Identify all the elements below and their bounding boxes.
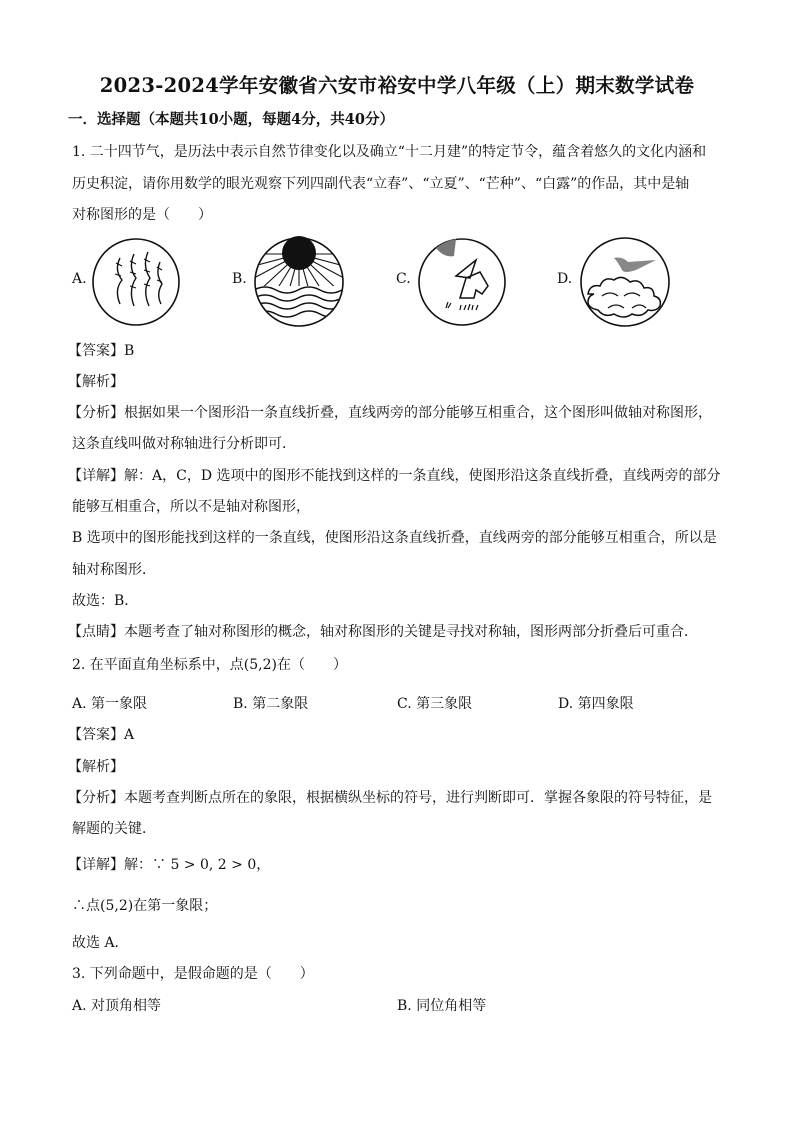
q1-answer: 【答案】B [68, 343, 135, 359]
q2-detail-line2: ∴点(5,2)在第一象限； [72, 898, 218, 914]
q1-comment: 【点睛】本题考查了轴对称图形的概念，轴对称图形的关键是寻找对称轴，图形两部分折叠后可重合． [68, 624, 698, 640]
q1-option-c-label: C. [396, 271, 411, 287]
q1-detail-line3: B 选项中的图形能找到这样的一条直线，使图形沿这条直线折叠，直线两旁的部分能够互相重合，所以是 [72, 530, 717, 546]
q1-option-d-figure [578, 234, 672, 328]
q3-stem: 3. 下列命题中，是假命题的是（ ） [72, 966, 314, 982]
q2-option-a: A. 第一象限 [72, 696, 148, 712]
q1-option-d-label: D. [557, 271, 573, 287]
q2-choice: 故选 A． [72, 935, 129, 951]
q1-fenxi-line2: 这条直线叫做对称轴进行分析即可． [72, 436, 296, 452]
q1-detail-line4: 轴对称图形． [72, 562, 156, 578]
q1-stem-line3: 对称图形的是（ ） [72, 207, 212, 223]
q1-analysis-label: 【解析】 [68, 374, 124, 390]
q2-answer: 【答案】A [68, 727, 135, 743]
q1-option-a-label: A. [72, 271, 87, 287]
section-heading: 一．选择题（本题共10小题，每题4分，共40分） [68, 111, 394, 128]
page-title: 2023-2024学年安徽省六安市裕安中学八年级（上）期末数学试卷 [99, 74, 695, 97]
q2-option-c: C. 第三象限 [397, 696, 473, 712]
q1-detail-line1: 【详解】解：A，C，D 选项中的图形不能找到这样的一条直线，使图形沿这条直线折叠，直线两旁的部分 [68, 468, 721, 484]
q1-fenxi-line1: 【分析】根据如果一个图形沿一条直线折叠，直线两旁的部分能够互相重合，这个图形叫做轴对称图形， [68, 405, 712, 421]
q1-stem-line2: 历史积淀，请你用数学的眼光观察下列四副代表“立春”、“立夏”、“芒种”、“白露”的作品，其中是轴 [72, 176, 690, 192]
q3-option-b: B. 同位角相等 [397, 998, 487, 1014]
q2-detail-line1: 【详解】解：∵ 5 > 0, 2 > 0， [68, 857, 271, 873]
q3-option-a: A. 对顶角相等 [72, 998, 162, 1014]
q1-option-b-label: B. [232, 271, 247, 287]
q1-detail-line2: 能够互相重合，所以不是轴对称图形， [72, 499, 310, 515]
q2-option-d: D. 第四象限 [558, 696, 634, 712]
q1-option-c-figure [416, 236, 508, 328]
q1-option-b-figure [252, 234, 346, 328]
q2-stem: 2. 在平面直角坐标系中，点(5,2)在（ ） [72, 657, 347, 673]
q2-analysis-label: 【解析】 [68, 759, 124, 775]
q1-option-a-figure [90, 236, 182, 328]
q2-fenxi-line1: 【分析】本题考查判断点所在的象限，根据横纵坐标的符号，进行判断即可．掌握各象限的符号特征，是 [68, 790, 712, 806]
q2-fenxi-line2: 解题的关键． [72, 821, 156, 837]
q1-choice: 故选：B． [72, 593, 139, 609]
q1-stem-line1: 1. 二十四节气，是历法中表示自然节律变化以及确立“十二月建”的特定节令，蕴含着悠久的文化内涵和 [72, 144, 707, 160]
q2-option-b: B. 第二象限 [233, 696, 309, 712]
